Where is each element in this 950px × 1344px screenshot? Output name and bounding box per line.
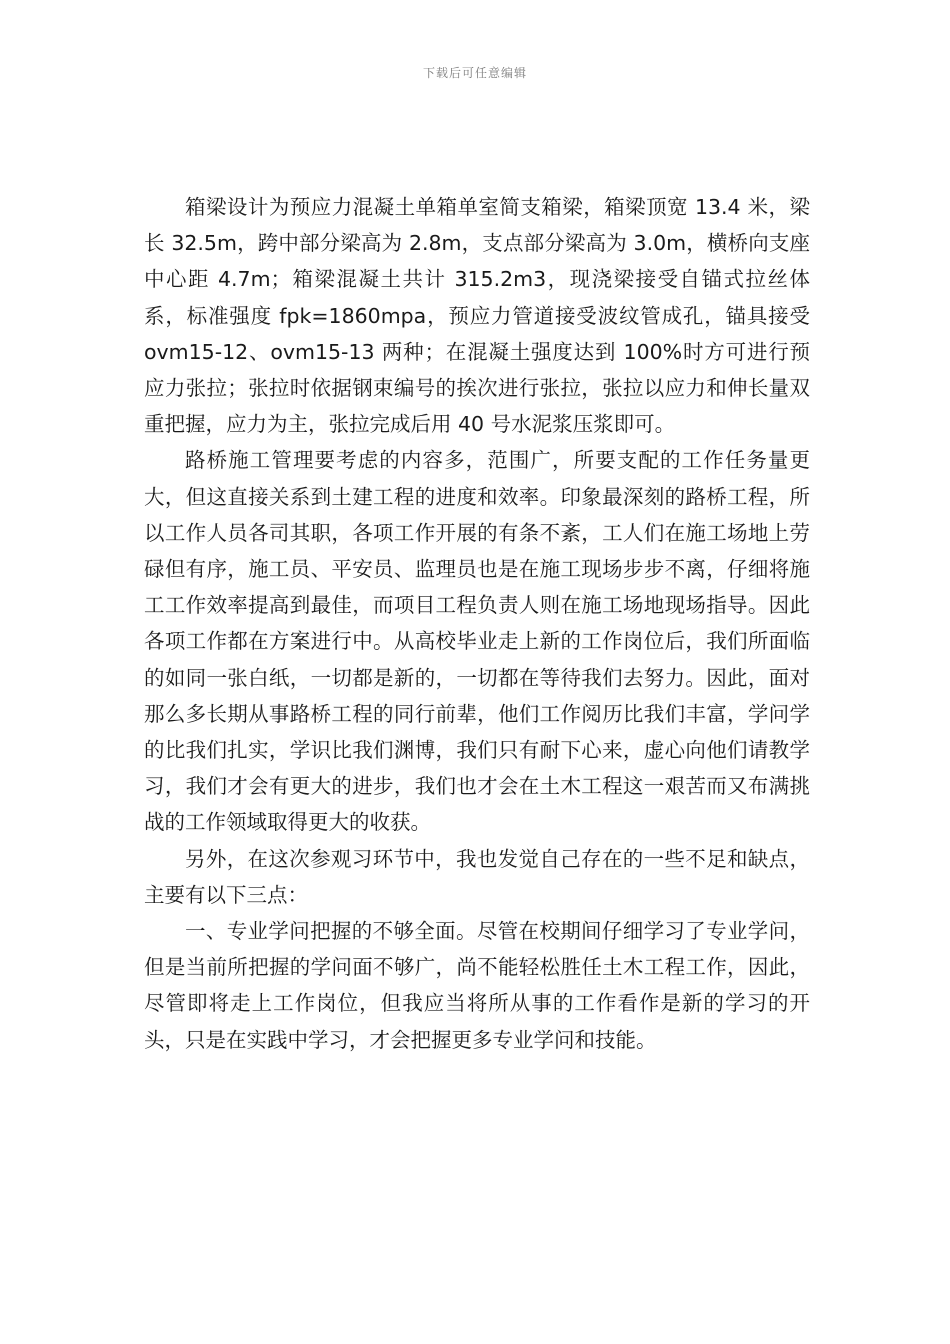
page-header: 下载后可任意编辑 bbox=[422, 66, 527, 80]
document-body bbox=[144, 189, 810, 1058]
paragraph-shortcomings-intro: 另外，在这次参观习环节中，我也发觉自己存在的一些不足和缺点，主要有以下三点： bbox=[144, 846, 810, 907]
paragraph-point-one: 一、专业学问把握的不够全面。尽管在校期间仔细学习了专业学问，但是当前所把握的学问面不够广，尚不能轻松胜任土木工程工作，因此，尽管即将走上工作岗位，但我应当将所从事的工作看作是新的学习的开头，只是在实践中学习，才会把握更多专业学问和技能。 bbox=[144, 919, 810, 1052]
paragraph-box-girder-design: 箱梁设计为预应力混凝土单箱单室简支箱梁，箱梁顶宽 13.4 米，梁长 32.5m，跨中部分梁高为 2.8m，支点部分梁高为 3.0m，横桥向支座中心距 4.7m；箱梁混凝土共计 315.2m3，现浇梁接受自锚式拉丝体系，标准强度 fpk=1860mpa，预应力管道接受波纹管成孔，锚具接受 ovm15-12、ovm15-13 两种；在混凝土强度达到 100%时方可进行预应力张拉；张拉时依据钢束编号的挨次进行张拉，张拉以应力和伸长量双重把握，应力为主，张拉完成后用 40 号水泥浆压浆即可。 bbox=[144, 195, 810, 437]
paragraph-construction-management: 路桥施工管理要考虑的内容多，范围广，所要支配的工作任务量更大，但这直接关系到土建工程的进度和效率。印象最深刻的路桥工程，所以工作人员各司其职，各项工作开展的有条不紊，工人们在施工场地上劳碌但有序，施工员、平安员、监理员也是在施工现场步步不离，仔细将施工工作效率提高到最佳，而项目工程负责人则在施工场地现场指导。因此各项工作都在方案进行中。从高校毕业走上新的工作岗位后，我们所面临的如同一张白纸，一切都是新的，一切都在等待我们去努力。因此，面对那么多长期从事路桥工程的同行前辈，他们工作阅历比我们丰富，学问学的比我们扎实，学识比我们渊博，我们只有耐下心来，虚心向他们请教学习，我们才会有更大的进步，我们也才会在土木工程这一艰苦而又布满挑战的工作领域取得更大的收获。 bbox=[144, 448, 810, 835]
